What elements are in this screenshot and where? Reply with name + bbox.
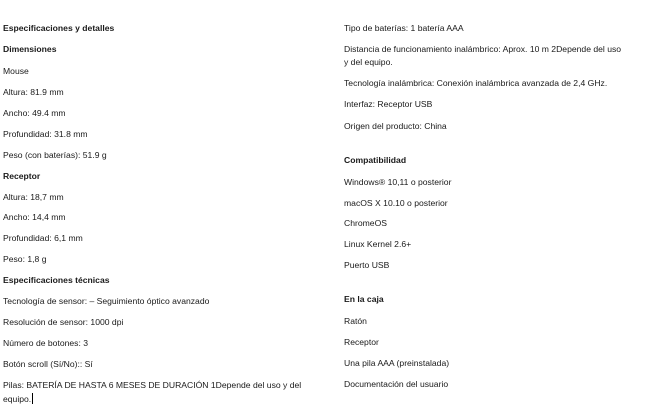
interface: Interfaz: Receptor USB (344, 99, 433, 109)
mouse-width: Ancho: 49.4 mm (3, 108, 66, 118)
compat-chromeos: ChromeOS (344, 218, 387, 228)
wireless-technology: Tecnología inalámbrica: Conexión inalámbrica avanzada de 2,4 GHz. (344, 78, 608, 88)
mouse-depth: Profundidad: 31.8 mm (3, 129, 88, 139)
battery-type: Tipo de baterías: 1 batería AAA (344, 23, 464, 33)
compatibility-heading: Compatibilidad (344, 155, 407, 165)
battery-line-2: equipo. (3, 394, 32, 404)
wireless-range-line-2: y del equipo. (344, 57, 393, 67)
receiver-weight: Peso: 1,8 g (3, 254, 47, 264)
mouse-label: Mouse (3, 66, 29, 76)
receiver-depth: Profundidad: 6,1 mm (3, 233, 83, 243)
wireless-range-line-1: Distancia de funcionamiento inalámbrico: Aprox. 10 m 2Depende del uso (344, 44, 622, 54)
tech-specs-heading: Especificaciones técnicas (3, 275, 110, 285)
compat-windows: Windows® 10,11 o posterior (344, 177, 452, 187)
specs-title: Especificaciones y detalles (3, 23, 115, 33)
mouse-height: Altura: 81.9 mm (3, 87, 64, 97)
sensor-resolution: Resolución de sensor: 1000 dpi (3, 317, 124, 327)
product-origin: Origen del producto: China (344, 121, 447, 131)
box-documentation: Documentación del usuario (344, 379, 449, 389)
receiver-width: Ancho: 14,4 mm (3, 212, 66, 222)
dimensions-heading: Dimensiones (3, 44, 57, 54)
battery-line-2-wrap[interactable] (3, 393, 33, 405)
sensor-technology: Tecnología de sensor: – Seguimiento óptico avanzado (3, 296, 210, 306)
mouse-weight: Peso (con baterías): 51.9 g (3, 150, 107, 160)
compat-linux: Linux Kernel 2.6+ (344, 239, 412, 249)
text-cursor (32, 393, 33, 404)
button-count: Número de botones: 3 (3, 338, 89, 348)
compat-usb: Puerto USB (344, 260, 390, 270)
box-mouse: Ratón (344, 316, 367, 326)
scroll-button: Botón scroll (Sí/No):: Sí (3, 359, 93, 369)
box-receiver: Receptor (344, 337, 379, 347)
receiver-heading: Receptor (3, 171, 41, 181)
in-the-box-heading: En la caja (344, 294, 384, 304)
compat-macos: macOS X 10.10 o posterior (344, 198, 448, 208)
receiver-height: Altura: 18,7 mm (3, 192, 64, 202)
box-battery: Una pila AAA (preinstalada) (344, 358, 450, 368)
battery-line-1: Pilas: BATERÍA DE HASTA 6 MESES DE DURACIÓN 1Depende del uso y del (3, 380, 302, 390)
